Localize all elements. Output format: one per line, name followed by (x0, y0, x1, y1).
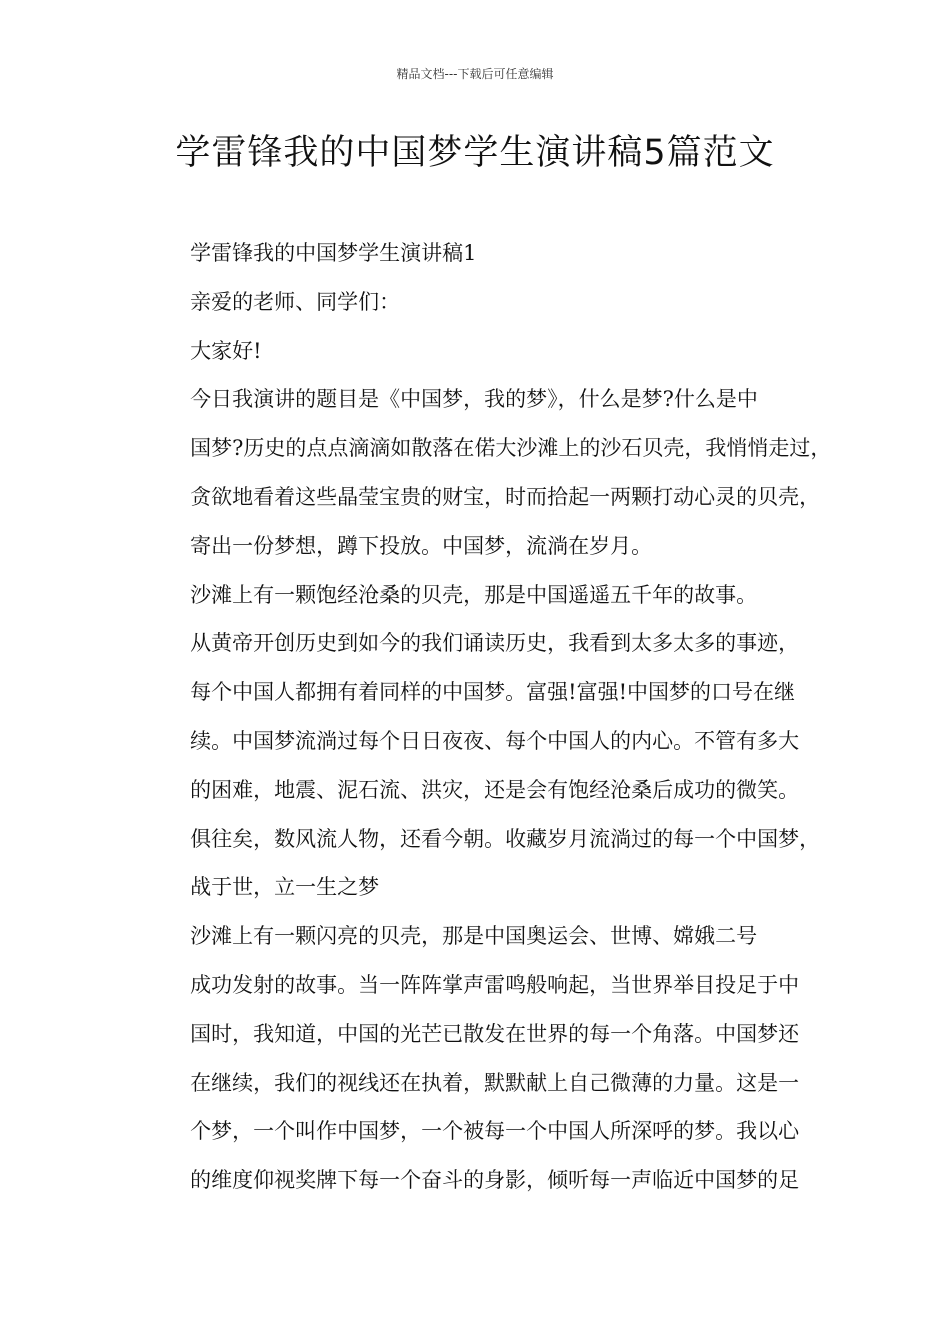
header-watermark: 精品文档---下载后可任意编辑 (396, 67, 554, 81)
text-line: 的维度仰视奖牌下每一个奋斗的身影，倾听每一声临近中国梦的足 (190, 1168, 800, 1193)
text-line: 贪欲地看着这些晶莹宝贵的财宝，时而拾起一两颗打动心灵的贝壳， (190, 484, 821, 509)
paragraph (145, 229, 825, 278)
text-line: 国梦?历史的点点滴滴如散落在偌大沙滩上的沙石贝壳，我悄悄走过， (190, 436, 832, 461)
text-line: 亲爱的老师、同学们： (190, 289, 401, 314)
text-line: 个梦，一个叫作中国梦，一个被每一个中国人所深呼的梦。我以心 (190, 1119, 800, 1144)
text-line: 战于世，立一生之梦 (190, 875, 380, 900)
text-line: 国时，我知道，中国的光芒已散发在世界的每一个角落。中国梦还 (190, 1021, 800, 1046)
text-line: 在继续，我们的视线还在执着，默默献上自己微薄的力量。这是一 (190, 1070, 800, 1095)
text-line: 沙滩上有一颗闪亮的贝壳，那是中国奥运会、世博、嫦娥二号 (190, 924, 758, 949)
text-line: 今日我演讲的题目是《中国梦，我的梦》，什么是梦?什么是中 (190, 387, 758, 412)
text-line: 从黄帝开创历史到如今的我们诵读历史，我看到太多太多的事迹， (190, 631, 800, 656)
document-title: 学雷锋我的中国梦学生演讲稿5篇范文 (175, 133, 775, 173)
text-line: 学雷锋我的中国梦学生演讲稿1 (190, 241, 477, 265)
text-line: 寄出一份梦想，蹲下投放。中国梦，流淌在岁月。 (190, 533, 653, 558)
text-line: 俱往矣，数风流人物，还看今朝。收藏岁月流淌过的每一个中国梦， (190, 826, 821, 851)
document-body (145, 229, 832, 1205)
text-line: 成功发射的故事。当一阵阵掌声雷鸣般响起，当世界举目投足于中 (190, 972, 800, 997)
text-line: 每个中国人都拥有着同样的中国梦。富强!富强!中国梦的口号在继 (190, 680, 796, 705)
text-line: 大家好! (190, 338, 262, 363)
text-line: 续。中国梦流淌过每个日日夜夜、每个中国人的内心。不管有多大 (190, 728, 800, 753)
paragraph (145, 327, 825, 376)
paragraph (145, 571, 825, 913)
text-line: 沙滩上有一颗饱经沧桑的贝壳，那是中国遥遥五千年的故事。 (190, 582, 758, 607)
paragraph (145, 912, 825, 1205)
paragraph (145, 375, 832, 570)
text-line: 的困难，地震、泥石流、洪灾，还是会有饱经沧桑后成功的微笑。 (190, 777, 800, 802)
paragraph (145, 278, 825, 327)
